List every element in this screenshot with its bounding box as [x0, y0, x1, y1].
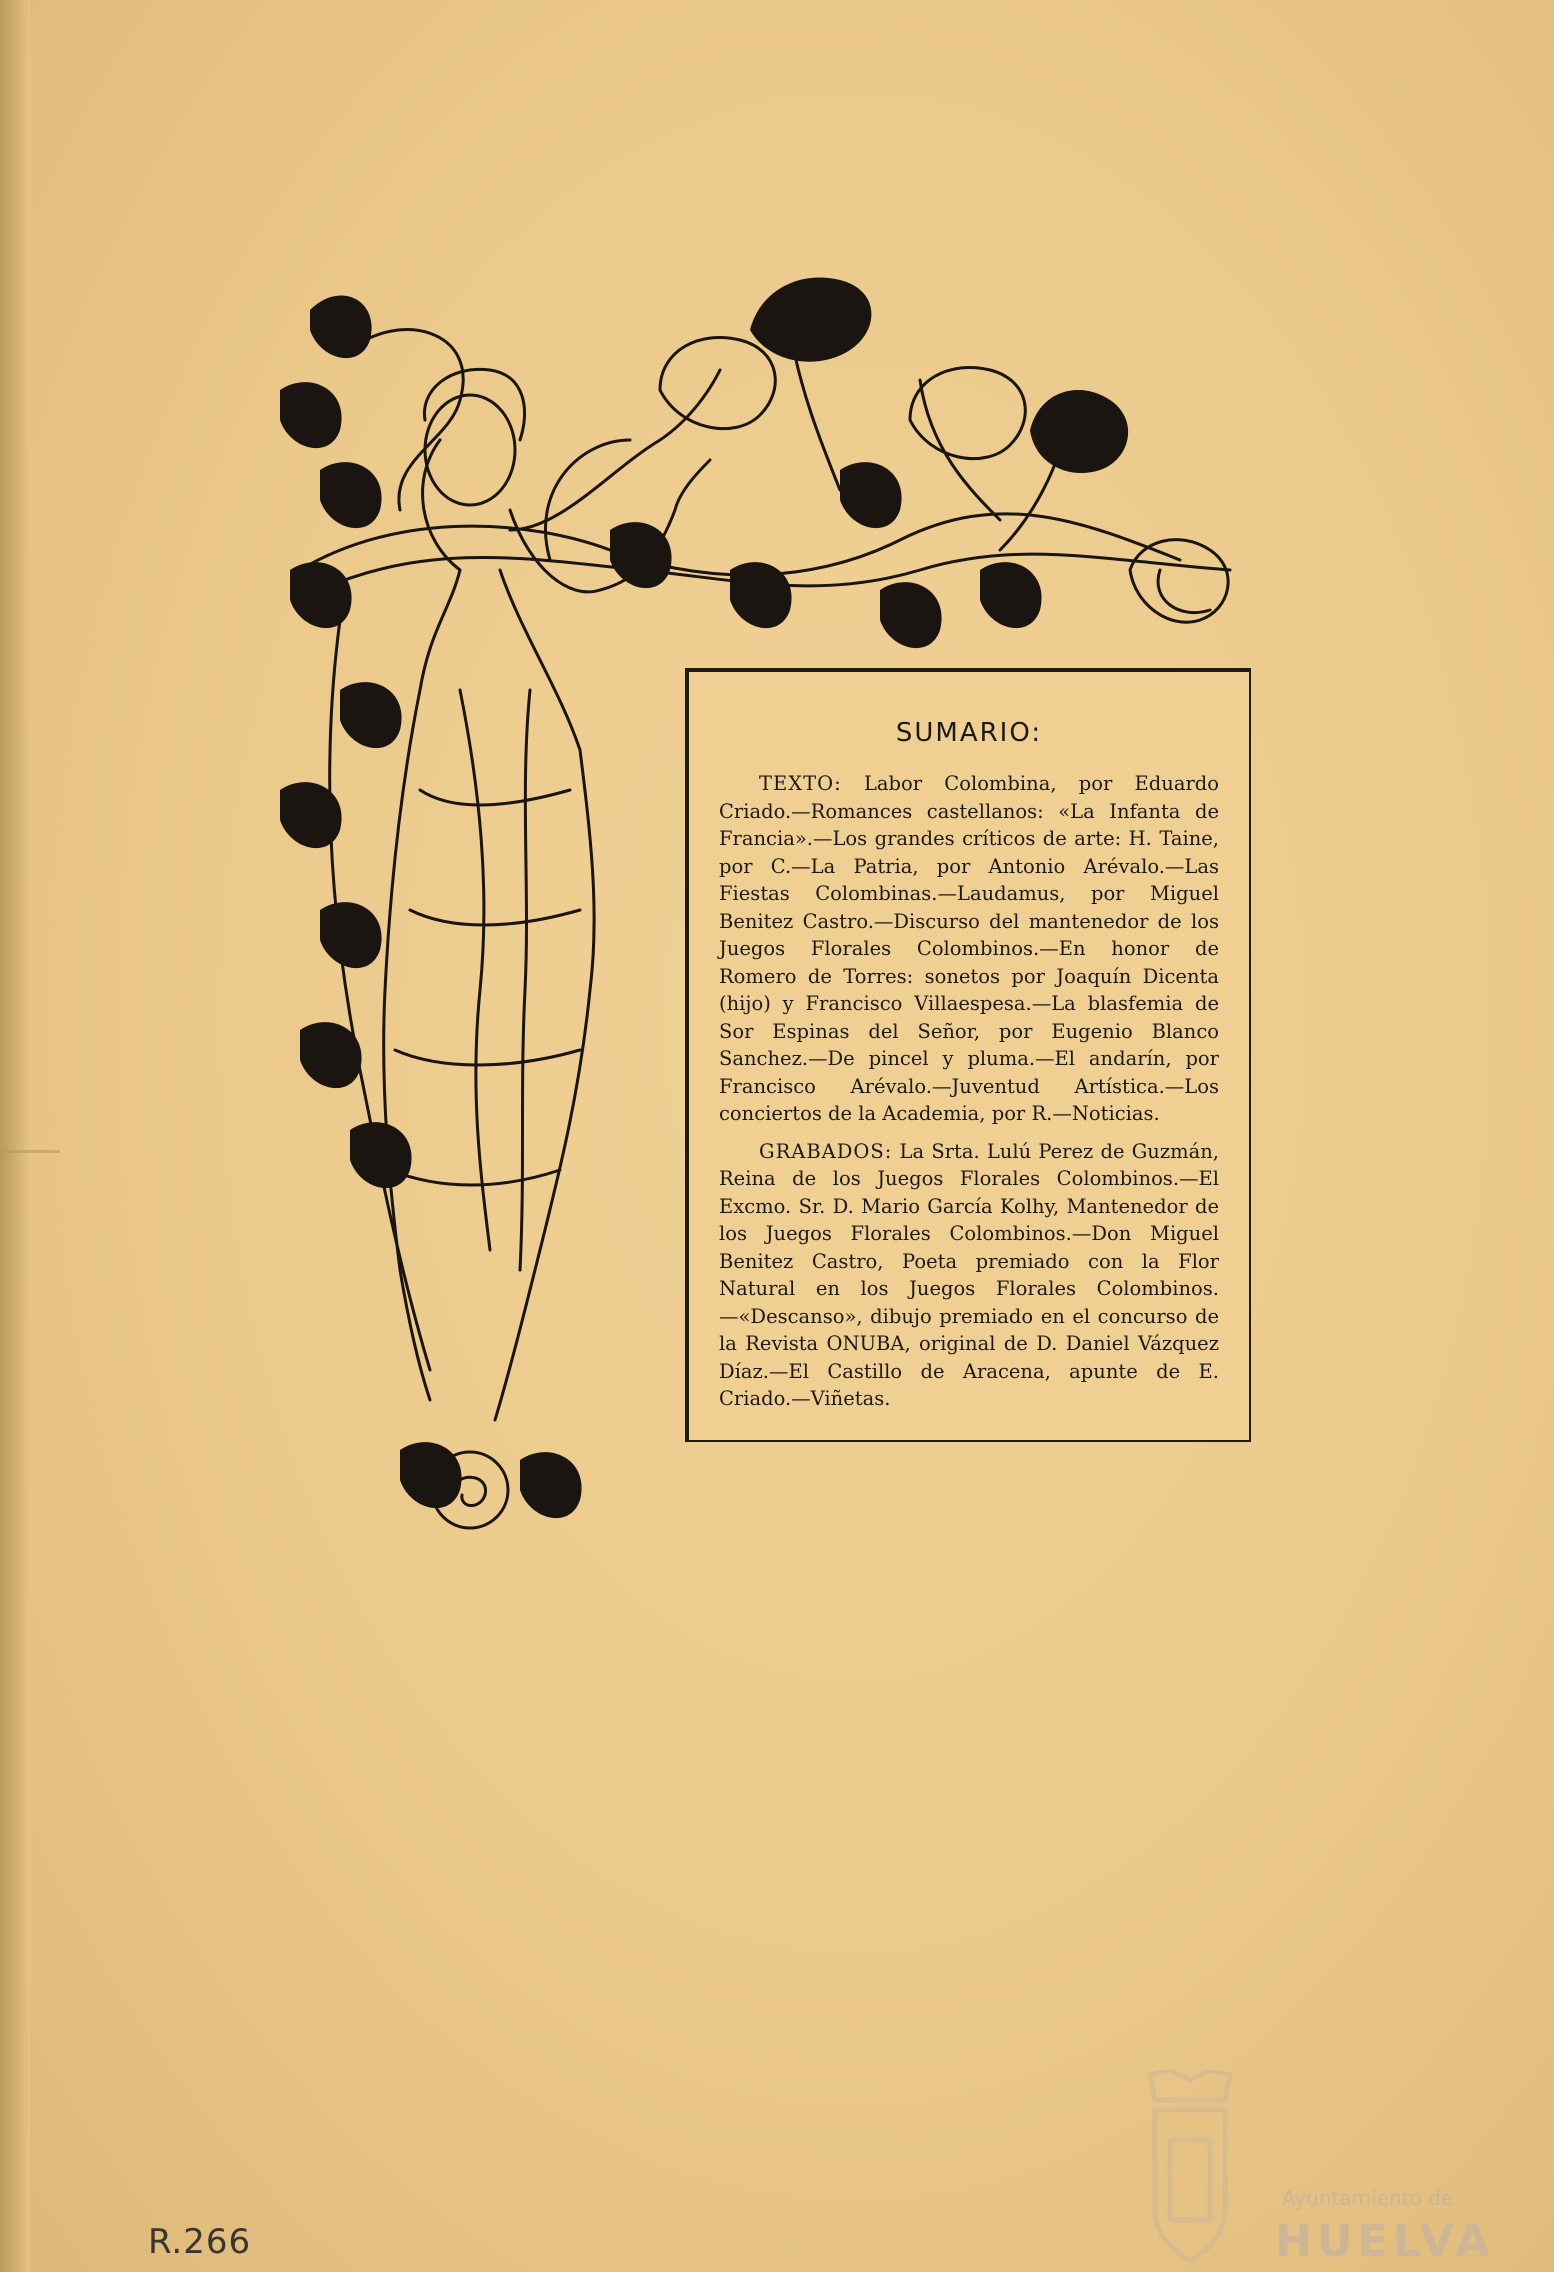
watermark-line1: Ayuntamiento de [1282, 2186, 1454, 2210]
texto-paragraph [719, 770, 1219, 1128]
sumario-title: SUMARIO: [895, 718, 1043, 748]
texto-label: TEXTO: [759, 772, 842, 795]
grabados-paragraph [719, 1138, 1219, 1413]
texto-body: Labor Colombina, por Eduardo Criado.—Romances castellanos: «La Infanta de Francia».—Los grandes críticos de arte: H. Taine, por C.—La Patria, por Antonio Arévalo.—Las Fiestas Colombinas.—Laudamus, por Miguel Benitez Castro.—Discurso del mantenedor de los Juegos Florales Colombinos.—En honor de Romero de Torres: sonetos por Joaquín Dicenta (hijo) y Francisco Villaespesa.—La blasfemia de Sor Espinas del Señor, por Eugenio Blanco Sanchez.—De pincel y pluma.—El andarín, por Francisco Arévalo.—Juventud Artística.—Los conciertos de la Academia, por R.—Noticias. [719, 772, 1220, 1125]
shelf-mark: R.266 [148, 2222, 252, 2262]
watermark-line2: HUELVA [1275, 2216, 1495, 2267]
grabados-label: GRABADOS: [759, 1139, 893, 1163]
fold-mark [0, 1150, 60, 1153]
page-binding-edge [0, 0, 30, 2272]
grabados-body: La Srta. Lulú Perez de Guzmán, Reina de los Juegos Florales Colombinos.—El Excmo. Sr. D. Mario García Kolhy, Mantenedor de los Juegos Florales Colombinos.—Don Miguel Benitez Castro, Poeta premiado con la Flor Natural en los Juegos Florales Colombinos.—«Descanso», dibujo premiado en el concurso de la Revista ONUBA, original de D. Daniel Vázquez Díaz.—El Castillo de Aracena, apunte de E. Criado.—Viñetas. [719, 1139, 1220, 1410]
sumario-box [685, 668, 1251, 1442]
